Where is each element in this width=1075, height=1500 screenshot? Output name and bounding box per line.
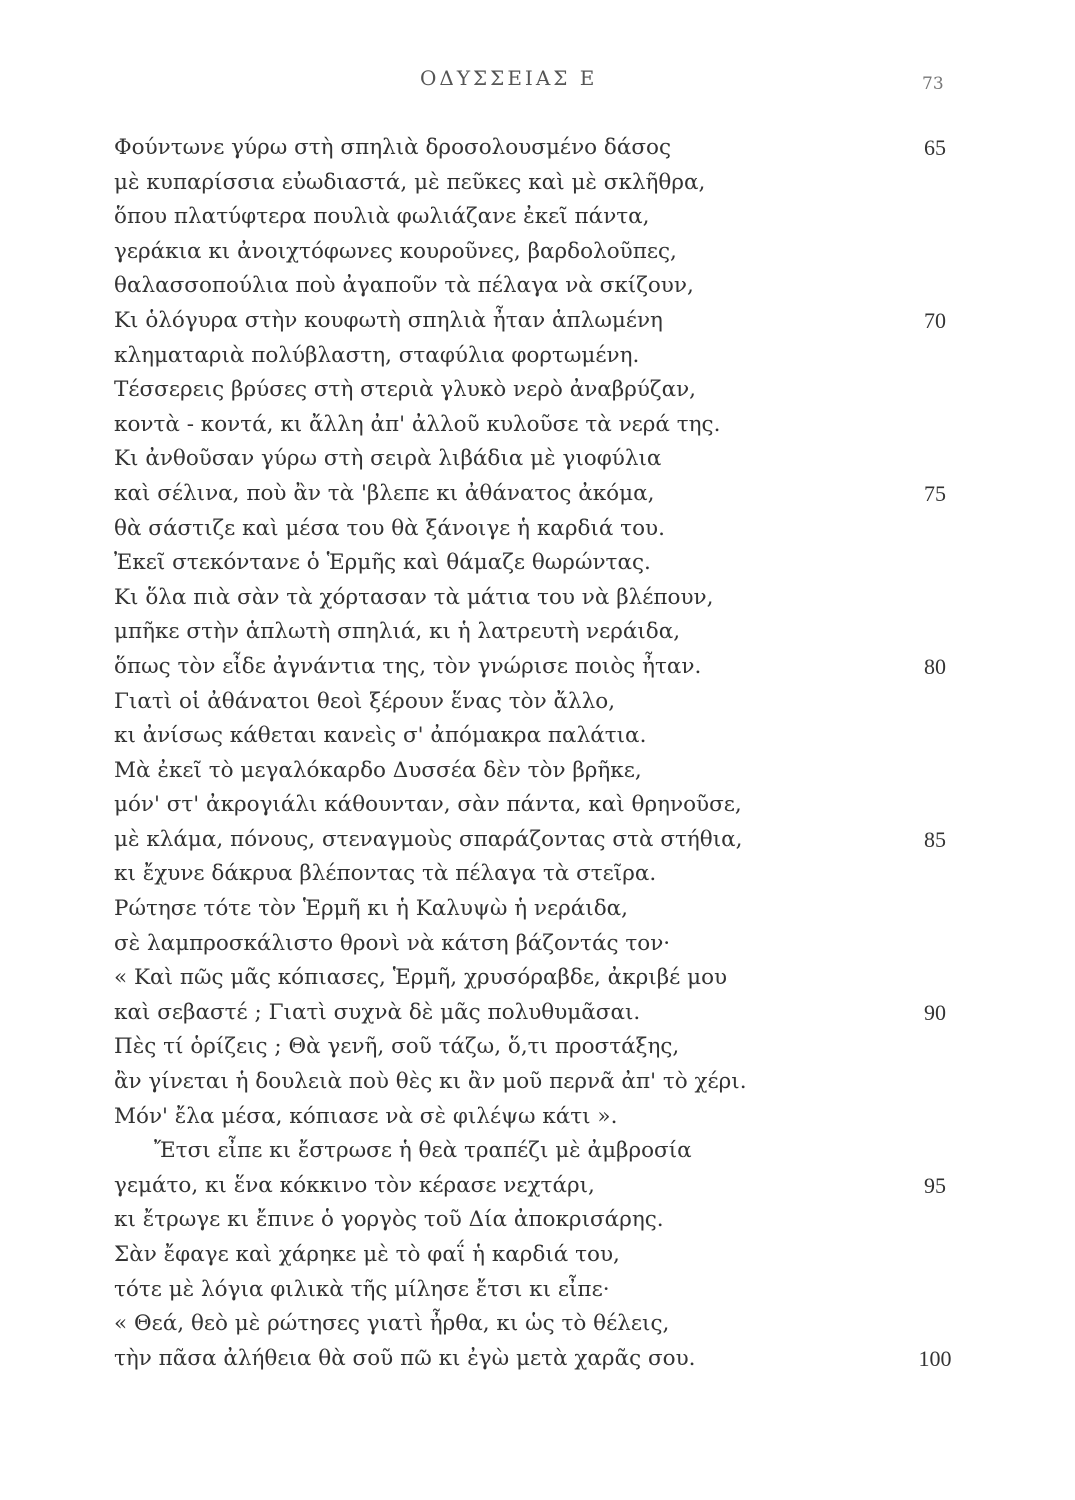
verse-text: καὶ σεβαστέ ; Γιατὶ συχνὰ δὲ μᾶς πολυθυμᾶσαι. <box>114 999 641 1025</box>
verse-text: ἂν γίνεται ἡ δουλειὰ ποὺ θὲς κι ἂν μοῦ περνᾶ ἀπ' τὸ χέρι. <box>114 1069 747 1095</box>
verse-line <box>0 823 1075 858</box>
verse-line <box>0 512 1075 547</box>
verse-line <box>0 1100 1075 1135</box>
verse-line <box>0 892 1075 927</box>
verse-line <box>0 131 1075 166</box>
line-number: 90 <box>924 999 946 1025</box>
verse-line <box>0 408 1075 443</box>
verse-text: Φούντωνε γύρω στὴ σπηλιὰ δροσολουσμένο δάσος <box>114 135 672 160</box>
verse-line <box>0 996 1075 1031</box>
line-number: 75 <box>924 480 946 506</box>
verse-line <box>0 1169 1075 1204</box>
verse-line <box>0 615 1075 650</box>
verse-line <box>0 857 1075 892</box>
running-title: ΟΔΥΣΣΕΙΑΣ Ε <box>420 66 598 90</box>
verse-block <box>0 131 1075 1376</box>
verse-text: ὅπως τὸν εἶδε ἀγνάντια της, τὸν γνώρισε ποιὸς ἦταν. <box>114 653 702 679</box>
verse-text: Πὲς τί ὁρίζεις ; Θὰ γενῆ, σοῦ τάζω, ὅ,τι προστάξης, <box>114 1034 680 1060</box>
verse-line <box>0 235 1075 270</box>
verse-line <box>0 719 1075 754</box>
verse-text: « Καὶ πῶς μᾶς κόπιασες, Ἑρμῆ, χρυσόραβδε, ἀκριβέ μου <box>114 965 728 991</box>
verse-text: Κι ὁλόγυρα στὴν κουφωτὴ σπηλιὰ ἦταν ἁπλωμένη <box>114 307 663 333</box>
verse-line <box>0 477 1075 512</box>
verse-text: Ἔτσι εἶπε κι ἔστρωσε ἡ θεὰ τραπέζι μὲ ἀμβροσία <box>154 1138 692 1164</box>
verse-text: θαλασσοπούλια ποὺ ἀγαποῦν τὰ πέλαγα νὰ σκίζουν, <box>114 273 694 299</box>
verse-line <box>0 546 1075 581</box>
verse-text: καὶ σέλινα, ποὺ ἂν τὰ 'βλεπε κι ἀθάνατος ἀκόμα, <box>114 480 655 506</box>
verse-text: γεμάτο, κι ἕνα κόκκινο τὸν κέρασε νεχτάρι, <box>114 1172 595 1198</box>
line-number: 85 <box>924 826 946 852</box>
verse-text: σὲ λαμπροσκάλιστο θρονὶ νὰ κάτση βάζοντάς τον· <box>114 930 671 956</box>
verse-line <box>0 200 1075 235</box>
verse-text: Τέσσερεις βρύσες στὴ στεριὰ γλυκὸ νερὸ ἀναβρύζαν, <box>114 377 697 403</box>
page-number: 73 <box>922 74 944 94</box>
verse-line <box>0 754 1075 789</box>
running-head <box>0 66 1075 96</box>
verse-line <box>0 1238 1075 1273</box>
verse-text: « Θεά, θεὸ μὲ ρώτησες γιατὶ ἦρθα, κι ὡς τὸ θέλεις, <box>114 1311 670 1337</box>
verse-text: κι ἔχυνε δάκρυα βλέποντας τὰ πέλαγα τὰ στεῖρα. <box>114 861 657 887</box>
verse-text: Μὰ ἐκεῖ τὸ μεγαλόκαρδο Δυσσέα δὲν τὸν βρῆκε, <box>114 757 642 783</box>
verse-line <box>0 339 1075 374</box>
verse-text: κι ἔτρωγε κι ἔπινε ὁ γοργὸς τοῦ Δία ἀποκρισάρης. <box>114 1207 664 1233</box>
verse-text: κληματαριὰ πολύβλαστη, σταφύλια φορτωμένη. <box>114 342 640 368</box>
verse-text: κοντὰ - κοντά, κι ἄλλη ἀπ' ἀλλοῦ κυλοῦσε τὰ νερά της. <box>114 411 721 437</box>
line-number: 65 <box>924 135 946 160</box>
verse-line <box>0 1134 1075 1169</box>
verse-line <box>0 685 1075 720</box>
verse-line <box>0 961 1075 996</box>
verse-text: ὅπου πλατύφτερα πουλιὰ φωλιάζανε ἐκεῖ πάντα, <box>114 204 650 230</box>
line-number: 80 <box>924 653 946 679</box>
verse-text: τὴν πᾶσα ἀλήθεια θὰ σοῦ πῶ κι ἐγὼ μετὰ χαρᾶς σου. <box>114 1345 696 1371</box>
verse-line <box>0 166 1075 201</box>
verse-text: γεράκια κι ἀνοιχτόφωνες κουροῦνες, βαρδολοῦπες, <box>114 238 677 264</box>
verse-line <box>0 1065 1075 1100</box>
verse-line <box>0 1030 1075 1065</box>
verse-line <box>0 304 1075 339</box>
verse-text: θὰ σάστιζε καὶ μέσα του θὰ ξάνοιγε ἡ καρδιά του. <box>114 515 665 541</box>
verse-line <box>0 1342 1075 1377</box>
verse-text: μπῆκε στὴν ἁπλωτὴ σπηλιά, κι ἡ λατρευτὴ νεράιδα, <box>114 619 681 645</box>
verse-line <box>0 269 1075 304</box>
verse-line <box>0 581 1075 616</box>
verse-line <box>0 373 1075 408</box>
line-number: 70 <box>924 307 946 333</box>
verse-text: Κι ὅλα πιὰ σὰν τὰ χόρτασαν τὰ μάτια του νὰ βλέπουν, <box>114 584 714 610</box>
verse-text: Γιατὶ οἱ ἀθάνατοι θεοὶ ξέρουν ἕνας τὸν ἄλλο, <box>114 688 616 714</box>
line-number: 100 <box>918 1345 952 1371</box>
verse-line <box>0 1307 1075 1342</box>
verse-text: Κι ἀνθοῦσαν γύρω στὴ σειρὰ λιβάδια μὲ γιοφύλια <box>114 446 662 472</box>
verse-line <box>0 650 1075 685</box>
verse-text: Ρώτησε τότε τὸν Ἑρμῆ κι ἡ Καλυψὼ ἡ νεράιδα, <box>114 896 629 922</box>
verse-text: μόν' στ' ἀκρογιάλι κάθουνταν, σὰν πάντα, καὶ θρηνοῦσε, <box>114 792 742 818</box>
verse-line <box>0 1273 1075 1308</box>
verse-text: τότε μὲ λόγια φιλικὰ τῆς μίλησε ἔτσι κι εἶπε· <box>114 1276 610 1302</box>
verse-line <box>0 1203 1075 1238</box>
verse-text: μὲ κυπαρίσσια εὐωδιαστά, μὲ πεῦκες καὶ μὲ σκλῆθρα, <box>114 169 706 195</box>
line-number: 95 <box>924 1172 946 1198</box>
verse-text: Ἐκεῖ στεκόντανε ὁ Ἑρμῆς καὶ θάμαζε θωρώντας. <box>114 550 651 576</box>
verse-line <box>0 927 1075 962</box>
verse-text: Σὰν ἔφαγε καὶ χάρηκε μὲ τὸ φαΐ ἡ καρδιά του, <box>114 1242 620 1267</box>
verse-text: κι ἀνίσως κάθεται κανεὶς σ' ἀπόμακρα παλάτια. <box>114 723 647 749</box>
verse-text: Μόν' ἔλα μέσα, κόπιασε νὰ σὲ φιλέψω κάτι ». <box>114 1103 618 1129</box>
verse-line <box>0 442 1075 477</box>
verse-text: μὲ κλάμα, πόνους, στεναγμοὺς σπαράζοντας στὰ στήθια, <box>114 826 743 852</box>
verse-line <box>0 788 1075 823</box>
